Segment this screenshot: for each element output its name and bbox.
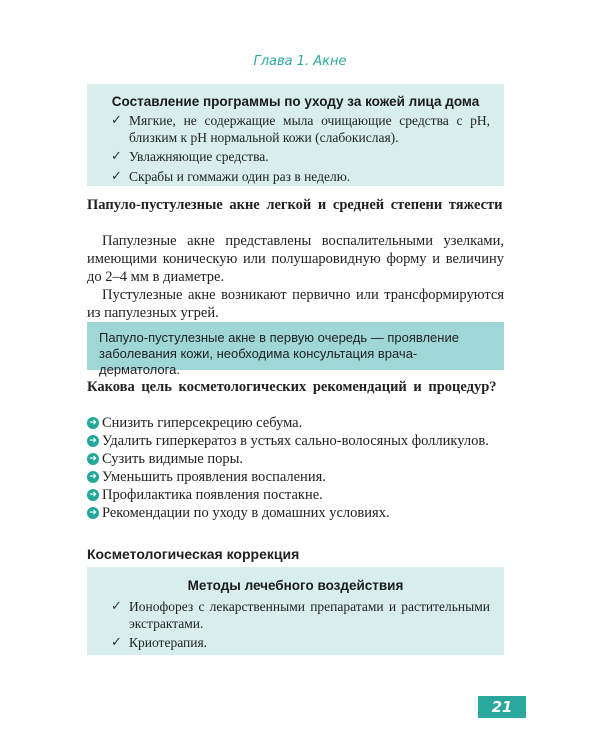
list-item: ➔ Снизить гиперсекрецию себума. bbox=[87, 414, 504, 432]
arrow-bullet-icon: ➔ bbox=[87, 489, 99, 501]
list-item: ✓ Увлажняющие средства. bbox=[111, 149, 269, 164]
list-item: ➔ Профилактика появления постакне. bbox=[87, 486, 504, 504]
treatment-methods-list bbox=[87, 599, 504, 652]
list-item: ➔ Сузить видимые поры. bbox=[87, 450, 504, 468]
checkmark-icon: ✓ bbox=[111, 599, 122, 614]
goal-list bbox=[87, 414, 504, 522]
list-item: ✓ Криотерапия. bbox=[111, 635, 208, 650]
home-care-list bbox=[87, 113, 504, 185]
chapter-header: Глава 1. Акне bbox=[253, 54, 347, 69]
dermatologist-callout: Папуло-пустулезные акне в первую очередь — проявление заболевания кожи, необходима консультация врача-дерматолога. bbox=[87, 322, 504, 370]
papulo-paragraph-2: Пустулезные акне возникают первично или трансформируются из папулезных угрей. bbox=[87, 287, 504, 321]
checkmark-icon: ✓ bbox=[111, 168, 122, 184]
list-item: ➔ Уменьшить проявления воспаления. bbox=[87, 468, 504, 486]
page-number: 21 bbox=[478, 696, 526, 718]
list-item: ✓ Ионофорез с лекарственными препаратами и растительными экстрактами. bbox=[111, 599, 490, 631]
list-item: ➔ Удалить гиперкератоз в устьях сально-волосяных фолликулов. bbox=[87, 432, 504, 450]
treatment-methods-box bbox=[87, 567, 504, 655]
checkmark-icon: ✓ bbox=[111, 149, 122, 164]
checkmark-icon: ✓ bbox=[111, 113, 122, 128]
arrow-bullet-icon: ➔ bbox=[87, 471, 99, 483]
arrow-bullet-icon: ➔ bbox=[87, 435, 99, 447]
list-item: ✓ Скрабы и гоммажи один раз в неделю. bbox=[111, 168, 351, 184]
papulo-heading: Папуло-пустулезные акне легкой и средней степени тяжести bbox=[87, 197, 503, 213]
papulo-paragraph-1: Папулезные акне представлены воспалительными узелками, имеющими коническую или полушаровидную форму и величину до 2–4 мм в диаметре. bbox=[87, 233, 504, 285]
goal-heading: Какова цель косметологических рекомендаций и процедур? bbox=[87, 379, 497, 395]
arrow-bullet-icon: ➔ bbox=[87, 453, 99, 465]
cosmetology-subheading: Косметологическая коррекция bbox=[87, 546, 300, 562]
list-item: ➔ Рекомендации по уходу в домашних условиях. bbox=[87, 504, 504, 522]
treatment-methods-title: Методы лечебного воздействия bbox=[187, 578, 404, 593]
home-care-box bbox=[87, 84, 504, 186]
arrow-bullet-icon: ➔ bbox=[87, 417, 99, 429]
list-item: ✓ Мягкие, не содержащие мыла очищающие средства с pH, близким к pH нормальной кожи (слабокислая). bbox=[111, 113, 490, 145]
arrow-bullet-icon: ➔ bbox=[87, 507, 99, 519]
home-care-title: Составление программы по уходу за кожей лица дома bbox=[111, 94, 480, 109]
checkmark-icon: ✓ bbox=[111, 635, 122, 650]
